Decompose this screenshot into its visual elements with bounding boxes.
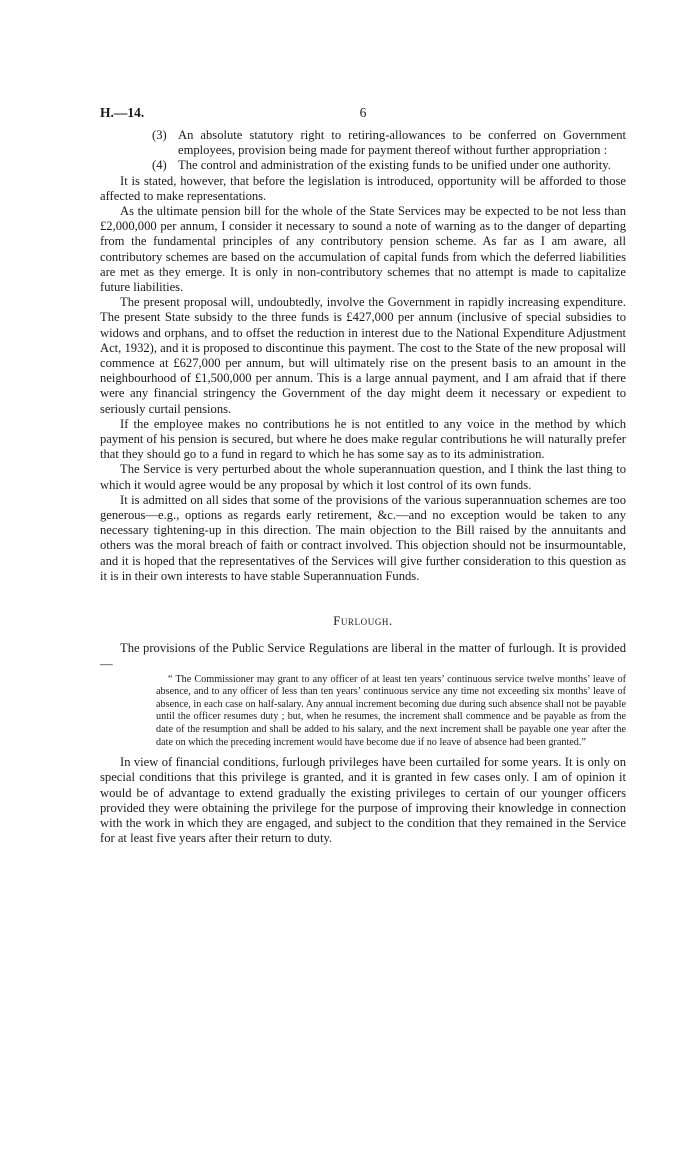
paragraph: As the ultimate pension bill for the whole of the State Services may be expected to be not less than £2,000,000 per annum, I consider it necessary to sound a note of warning as to the danger of departing from the fundamental principles of any contributory pension scheme. As far as I am aware, all contributory schemes are based on the accumulation of capital funds from which the deferred liabilities are met as they emerge. It is only in non-contributory schemes that no attempt is made to capitalize future liabilities. [100, 204, 626, 295]
list-item [100, 128, 626, 158]
section-closing-paragraph: In view of financial conditions, furlough privileges have been curtailed for some years. It is only on special conditions that this privilege is granted, and it is granted in few cases only. I am of opinion it would be of advantage to extend gradually the existing privileges to certain of our younger officers provided they were obtaining the privilege for the purpose of improving their knowledge in connection with the work in which they are engaged, and subject to the condition that they remained in the Service for at least five years after their return to duty. [100, 755, 626, 846]
list-item-text: The control and administration of the existing funds to be unified under one authority. [178, 158, 611, 173]
paragraph: If the employee makes no contributions he is not entitled to any voice in the method by which payment of his pension is secured, but where he does make regular contributions he will naturally prefer that they should go to a fund in regard to which he has some say as to its administration. [100, 416, 626, 462]
list-item-label: (3) [152, 128, 167, 142]
page-body [100, 128, 626, 846]
page-number: 6 [359, 105, 367, 120]
paragraph: The Service is very perturbed about the whole superannuation question, and I think the last thing to which it would agree would be any proposal by which it lost control of its own funds. [100, 462, 626, 492]
paragraph: The present proposal will, undoubtedly, involve the Government in rapidly increasing expenditure. The present State subsidy to the three funds is £427,000 per annum (inclusive of special subsidies to widows and orphans, and to offset the reduction in interest due to the National Expenditure Adjustment Act, 1932), and it is proposed to discontinue this payment. The cost to the State of the new proposal will commence at £627,000 per annum, but will ultimately rise on the present basis to an amount in the neighbourhood of £1,500,000 per annum. This is a large annual payment, and I am afraid that if there were any financial stringency the Government of the day might deem it necessary or expedient to seriously curtail pensions. [100, 295, 626, 416]
list-item-text: An absolute statutory right to retiring-allowances to be conferred on Government employees, provision being made for payment thereof without further appropriation : [178, 128, 626, 158]
list-item-label: (4) [152, 158, 167, 173]
regulation-quote: “ The Commissioner may grant to any officer of at least ten years’ continuous service twelve months’ leave of absence, and to any officer of less than ten years’ continuous service any time not exceeding six months’ leave of absence, in each case on half-salary. Any annual increment becoming due during such absence shall not be payable until the officer resumes duty ; but, when he resumes, the increment shall commence and be payable as from the date of the resumption and shall be added to his salary, and the next increment shall be payable one year after the date on which the preceding increment would have become due if no leave of absence had been granted.” [156, 673, 626, 748]
report-reference: H.—14. [100, 105, 145, 120]
list-item [100, 158, 626, 173]
section-heading: Furlough. [333, 614, 393, 629]
page-header [100, 105, 626, 125]
section-intro: The provisions of the Public Service Regulations are liberal in the matter of furlough. It is provided— [100, 641, 626, 671]
paragraph: It is admitted on all sides that some of the provisions of the various superannuation schemes are too generous—e.g., options as regards early retirement, &c.—and no exception would be taken to any necessary tightening-up in this direction. The main objection to the Bill raised by the annuitants and others was the moral breach of faith or contract involved. This objection should not be insurmountable, and it is hoped that the representatives of the Services will give further consideration to this question as it is in their own interests to have stable Superannuation Funds. [100, 492, 626, 583]
paragraph: It is stated, however, that before the legislation is introduced, opportunity will be afforded to those affected to make representations. [100, 173, 626, 203]
